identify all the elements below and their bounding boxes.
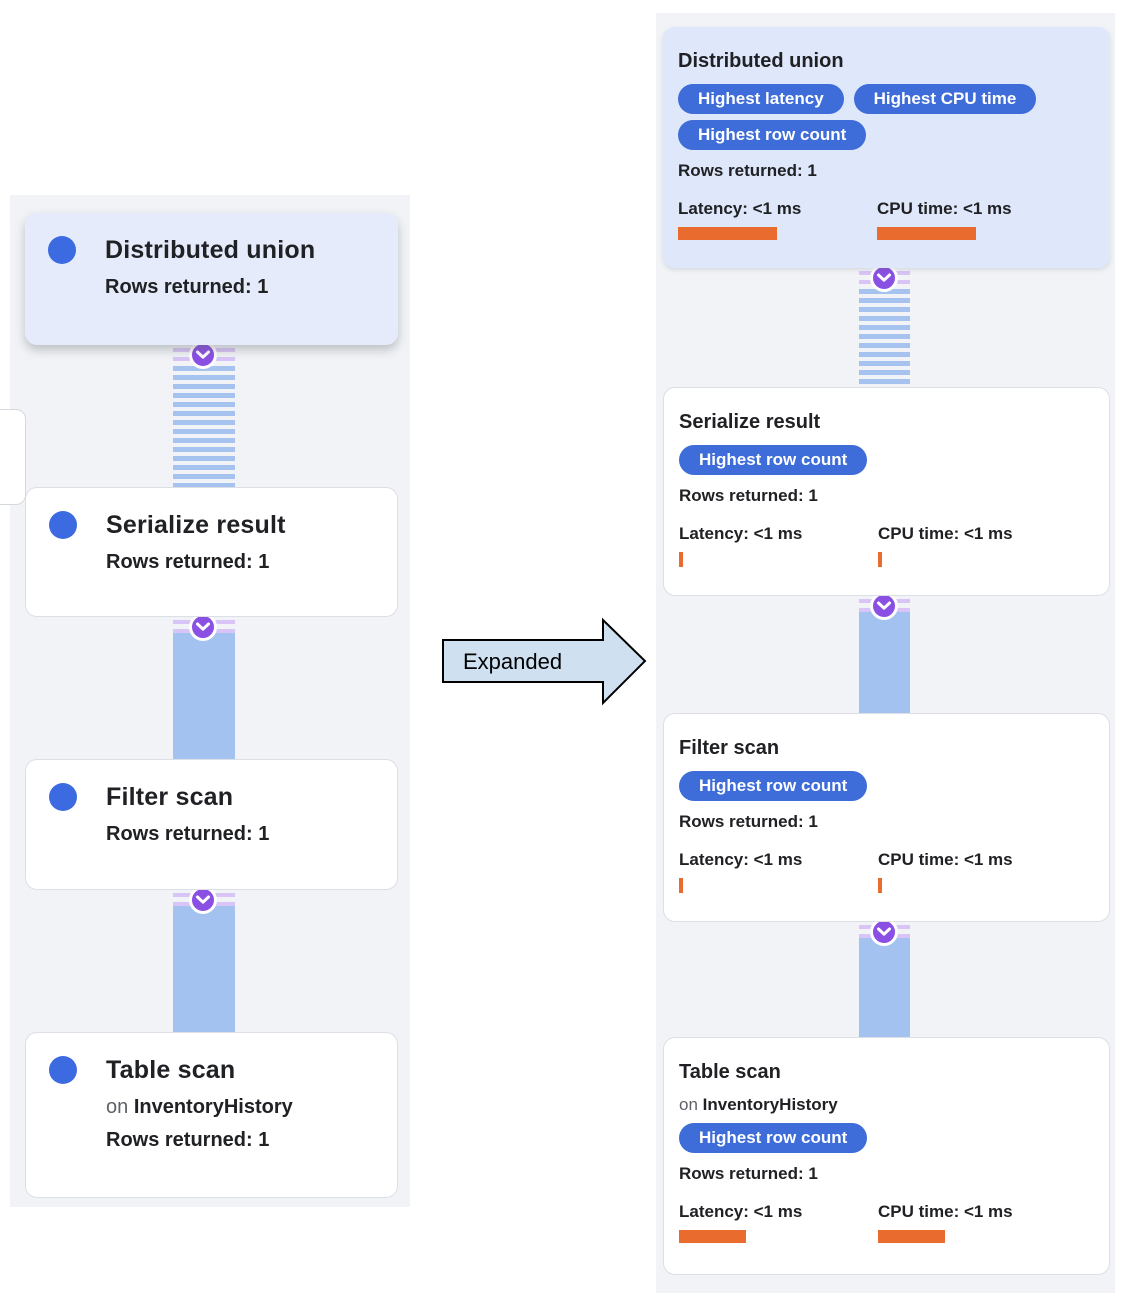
- node-title: Distributed union: [105, 236, 316, 264]
- flow-bar: [859, 612, 910, 713]
- node-title: Serialize result: [679, 411, 821, 433]
- connector-serialize-filter: [173, 617, 235, 759]
- badge-row: [679, 768, 1094, 804]
- table-name: InventoryHistory: [133, 1096, 293, 1118]
- node-bullet-icon: [49, 1056, 77, 1084]
- striped-flow-bar: [173, 366, 235, 487]
- cpu-time-stat: [878, 1202, 1068, 1243]
- badge-row: [679, 1120, 1094, 1156]
- node-stats: [679, 850, 1094, 920]
- node-table-ref: [679, 1094, 1094, 1116]
- chevron-down-icon[interactable]: [189, 886, 217, 914]
- latency-bar: [679, 1230, 746, 1243]
- plan-node-distributed-union-expanded[interactable]: [663, 27, 1110, 268]
- node-bullet-icon: [48, 236, 76, 264]
- connector-distributed-union-serialize: [173, 345, 235, 487]
- node-rows-returned: Rows returned: 1: [106, 551, 270, 573]
- chevron-down-icon[interactable]: [189, 341, 217, 369]
- plan-node-serialize-result-collapsed[interactable]: [25, 487, 398, 617]
- node-rows-returned: Rows returned: 1: [105, 276, 269, 298]
- latency-label: Latency: <1 ms: [679, 1202, 803, 1221]
- on-prefix: on: [679, 1095, 698, 1114]
- node-rows-returned: Rows returned: 1: [679, 486, 818, 505]
- node-rows-returned: Rows returned: 1: [678, 161, 817, 180]
- node-title: Filter scan: [106, 783, 234, 811]
- node-title: Table scan: [106, 1056, 236, 1084]
- chevron-down-icon[interactable]: [870, 918, 898, 946]
- plan-node-filter-scan-collapsed[interactable]: [25, 759, 398, 890]
- plan-node-table-scan-collapsed[interactable]: [25, 1032, 398, 1198]
- cpu-time-label: CPU time: <1 ms: [878, 1202, 1013, 1221]
- badge-row: [678, 81, 1095, 153]
- latency-stat: [679, 524, 869, 567]
- highest-row-count-badge: Highest row count: [678, 120, 866, 150]
- node-title: Filter scan: [679, 737, 780, 759]
- on-prefix: on: [106, 1096, 129, 1118]
- table-name: InventoryHistory: [702, 1095, 838, 1114]
- connector-distributed-union-serialize-expanded: [859, 268, 910, 387]
- connector-serialize-filter-expanded: [859, 596, 910, 713]
- latency-bar: [679, 552, 683, 567]
- cpu-time-stat: [878, 850, 1068, 893]
- highest-row-count-badge: Highest row count: [679, 1123, 867, 1153]
- node-stats: [679, 1202, 1094, 1272]
- plan-node-filter-scan-expanded[interactable]: [663, 713, 1110, 922]
- node-title: Distributed union: [678, 50, 844, 72]
- latency-stat: [678, 199, 868, 240]
- plan-node-distributed-union-collapsed[interactable]: [25, 213, 398, 345]
- highest-row-count-badge: Highest row count: [679, 771, 867, 801]
- node-rows-returned: Rows returned: 1: [106, 823, 270, 845]
- highest-cpu-time-badge: Highest CPU time: [854, 84, 1037, 114]
- latency-stat: [679, 850, 869, 893]
- node-bullet-icon: [49, 783, 77, 811]
- node-bullet-icon: [49, 511, 77, 539]
- expanded-arrow-label: Expanded: [463, 649, 563, 674]
- cpu-time-bar: [878, 878, 882, 893]
- node-title: Table scan: [679, 1061, 781, 1083]
- node-table-ref: [106, 1091, 387, 1124]
- plan-node-serialize-result-expanded[interactable]: [663, 387, 1110, 596]
- cpu-time-bar: [878, 552, 882, 567]
- plan-node-table-scan-expanded[interactable]: [663, 1037, 1110, 1275]
- node-rows-returned: Rows returned: 1: [679, 812, 818, 831]
- highest-latency-badge: Highest latency: [678, 84, 844, 114]
- cpu-time-label: CPU time: <1 ms: [877, 199, 1012, 218]
- cpu-time-label: CPU time: <1 ms: [878, 850, 1013, 869]
- offscreen-node-fragment: [0, 409, 26, 505]
- cpu-time-label: CPU time: <1 ms: [878, 524, 1013, 543]
- flow-bar: [173, 906, 235, 1032]
- striped-flow-bar: [859, 289, 910, 387]
- chevron-down-icon[interactable]: [870, 592, 898, 620]
- latency-bar: [678, 227, 777, 240]
- connector-filter-table: [173, 890, 235, 1032]
- node-stats: [679, 524, 1094, 594]
- cpu-time-stat: [878, 524, 1068, 567]
- cpu-time-bar: [878, 1230, 945, 1243]
- node-stats: [678, 199, 1095, 269]
- latency-bar: [679, 878, 683, 893]
- node-title: Serialize result: [106, 511, 286, 539]
- chevron-down-icon[interactable]: [189, 613, 217, 641]
- latency-label: Latency: <1 ms: [678, 199, 802, 218]
- flow-bar: [859, 938, 910, 1037]
- cpu-time-stat: [877, 199, 1067, 240]
- cpu-time-bar: [877, 227, 976, 240]
- flow-bar: [173, 633, 235, 759]
- latency-label: Latency: <1 ms: [679, 524, 803, 543]
- connector-filter-table-expanded: [859, 922, 910, 1037]
- badge-row: [679, 442, 1094, 478]
- latency-label: Latency: <1 ms: [679, 850, 803, 869]
- node-rows-returned: Rows returned: 1: [679, 1164, 818, 1183]
- latency-stat: [679, 1202, 869, 1243]
- node-rows-returned: Rows returned: 1: [106, 1129, 270, 1151]
- highest-row-count-badge: Highest row count: [679, 445, 867, 475]
